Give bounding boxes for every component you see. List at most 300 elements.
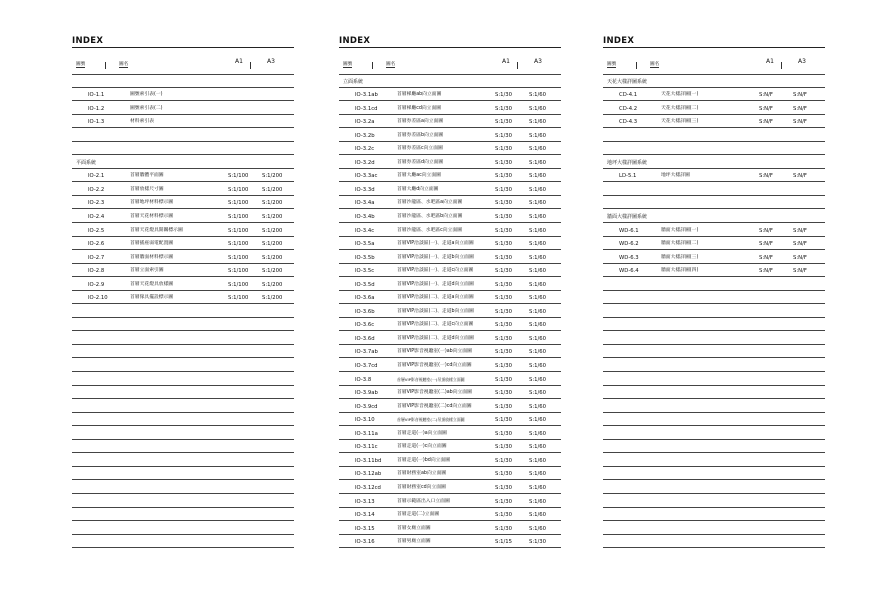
drawing-number: IO-3.9ab [355, 390, 378, 397]
drawing-number: IO-3.1cd [355, 105, 378, 112]
scale-a1: S:1/30 [495, 498, 513, 505]
scale-a3: S:1/60 [529, 159, 547, 166]
index-row [72, 209, 294, 223]
drawing-number: IO-3.15 [355, 525, 375, 532]
scale-a1: S:1/30 [495, 186, 513, 193]
drawing-name: 首層VIP洽談區(一)、走道d向立面圖 [397, 281, 474, 287]
index-row [72, 358, 294, 372]
drawing-name: 牆面大樣詳圖(一) [661, 227, 699, 233]
header-divider [781, 62, 782, 69]
scale-a1: S:N/F [759, 119, 773, 126]
drawing-number: CD-4.2 [619, 105, 638, 112]
scale-a1: S:1/30 [495, 268, 513, 275]
index-row [339, 521, 561, 535]
drawing-number: IO-2.7 [88, 254, 105, 261]
drawing-number: IO-3.4a [355, 200, 375, 207]
index-row [603, 331, 825, 345]
drawing-name: 首層沙龍區、水吧區c向立面圖 [397, 227, 462, 233]
index-row [339, 358, 561, 372]
index-row [603, 88, 825, 102]
drawing-name: 首層沙龍區、水吧區a向立面圖 [397, 200, 463, 206]
scale-a3: S:1/60 [529, 132, 547, 139]
index-row [339, 277, 561, 291]
scale-a3: S:1/60 [529, 525, 547, 532]
index-row [72, 264, 294, 278]
scale-a3: S:1/60 [529, 119, 547, 126]
scale-a3: S:1/60 [529, 295, 547, 302]
index-row [339, 101, 561, 115]
section-heading: 平面系統 [76, 159, 97, 166]
scale-a1: S:1/30 [495, 363, 513, 370]
drawing-number: IO-2.10 [88, 295, 108, 302]
index-row [339, 169, 561, 183]
drawing-number: IO-3.5c [355, 268, 375, 275]
index-row [603, 480, 825, 494]
index-row [339, 223, 561, 237]
scale-a3: S:1/60 [529, 390, 547, 397]
drawing-name: 首層VIP洽談區(二)、走道c向立面圖 [397, 322, 474, 328]
scale-a3: S:1/60 [529, 484, 547, 491]
index-row [72, 128, 294, 142]
scale-a1: S:1/100 [228, 268, 249, 275]
index-row [603, 413, 825, 427]
index-row [72, 426, 294, 440]
drawing-number: IO-2.5 [88, 227, 105, 234]
drawing-name: 首層示範區出入口立面圖 [397, 498, 450, 504]
index-row [72, 74, 294, 88]
drawing-name: 首層走道(二)立面圖 [397, 512, 440, 518]
section-heading: 立面系統 [343, 78, 364, 85]
drawing-number: IO-1.3 [88, 119, 105, 126]
scale-a1: S:1/30 [495, 254, 513, 261]
drawing-number: IO-3.2b [355, 132, 375, 139]
scale-a3: S:1/60 [529, 173, 547, 180]
index-row [603, 494, 825, 508]
drawing-name: 首層天花燈具開關標示圖 [130, 227, 183, 233]
drawing-name: 首層天花材料標示圖 [130, 214, 174, 220]
scale-a1: S:1/30 [495, 376, 513, 383]
index-row [603, 372, 825, 386]
scale-a1: S:1/100 [228, 214, 249, 221]
scale-a1: S:N/F [759, 241, 773, 248]
index-row [603, 440, 825, 454]
drawing-name: 牆面大樣詳圖(四) [661, 268, 699, 274]
scale-a3: S:N/F [793, 173, 807, 180]
index-row [72, 182, 294, 196]
scale-a1: S:1/30 [495, 512, 513, 519]
index-row [339, 426, 561, 440]
drawing-name: 首層VIP洽談區(二)、走道a向立面圖 [397, 295, 474, 301]
index-row [603, 535, 825, 549]
index-row [339, 196, 561, 210]
scale-a3: S:1/60 [529, 227, 547, 234]
scale-a3: S:N/F [793, 92, 807, 99]
drawing-number: IO-2.4 [88, 214, 105, 221]
scale-a3: S:1/60 [529, 376, 547, 383]
scale-a1: S:N/F [759, 105, 773, 112]
drawing-number: IO-3.5a [355, 241, 375, 248]
scale-a1: S:1/30 [495, 173, 513, 180]
index-row [603, 358, 825, 372]
scale-a1: S:1/30 [495, 105, 513, 112]
index-column-2 [339, 36, 561, 548]
index-row [72, 453, 294, 467]
drawing-name: 首層VIP洽談區(一)、走道a向立面圖 [397, 241, 474, 247]
index-row [603, 345, 825, 359]
index-row [339, 440, 561, 454]
index-row [603, 467, 825, 481]
scale-a1: S:1/30 [495, 322, 513, 329]
scale-a1: S:1/30 [495, 214, 513, 221]
drawing-number: IO-3.5b [355, 254, 375, 261]
scale-a3: S:1/200 [262, 295, 283, 302]
index-row [72, 88, 294, 102]
index-row [72, 223, 294, 237]
index-row [603, 304, 825, 318]
section-row [603, 209, 825, 223]
section-row [603, 155, 825, 169]
scale-a1: S:1/100 [228, 173, 249, 180]
scale-a1: S:1/30 [495, 525, 513, 532]
scale-a3: S:1/60 [529, 92, 547, 99]
index-row [339, 88, 561, 102]
scale-a3: S:1/60 [529, 268, 547, 275]
drawing-number: IO-3.14 [355, 512, 375, 519]
scale-a3: S:1/60 [529, 200, 547, 207]
drawing-name: 首層VIP影音視聽室(二)ab向立面圖 [397, 390, 472, 396]
index-row [72, 115, 294, 129]
drawing-name: 首層大廳d向立面圖 [397, 186, 439, 192]
index-row [72, 277, 294, 291]
drawing-name: 首層走道(一)bd向立面圖 [397, 457, 451, 463]
index-row [339, 399, 561, 413]
drawing-name: 首層放樣尺寸圖 [130, 186, 164, 192]
index-row [339, 291, 561, 305]
drawing-name: 材料索引表 [130, 119, 154, 125]
drawing-name: 圖號索引表(二) [130, 105, 163, 111]
drawing-number: IO-2.1 [88, 173, 105, 180]
header-divider [372, 62, 373, 69]
index-row [339, 209, 561, 223]
index-row [72, 318, 294, 332]
scale-a3: S:1/60 [529, 146, 547, 153]
index-row [603, 223, 825, 237]
index-row [72, 535, 294, 549]
drawing-number: IO-3.7ab [355, 349, 378, 356]
drawing-name: 首層VIP洽談區(一)、走道c向立面圖 [397, 268, 474, 274]
drawing-number: IO-2.8 [88, 268, 105, 275]
drawing-name: 首層券差區a向立面圖 [397, 119, 444, 125]
scale-a1: S:1/100 [228, 241, 249, 248]
index-row [603, 115, 825, 129]
index-row [339, 182, 561, 196]
index-row [339, 413, 561, 427]
drawing-name: 天花大樣詳圖(一) [661, 92, 699, 98]
scale-a1: S:1/30 [495, 241, 513, 248]
scale-a3: S:1/200 [262, 268, 283, 275]
scale-a1: S:1/30 [495, 227, 513, 234]
scale-a1: S:1/30 [495, 335, 513, 342]
index-row [603, 277, 825, 291]
scale-a3: S:1/60 [529, 444, 547, 451]
drawing-number: IO-2.6 [88, 241, 105, 248]
index-row [72, 291, 294, 305]
index-row [603, 101, 825, 115]
scale-a3: S:N/F [793, 119, 807, 126]
scale-a3: S:1/60 [529, 471, 547, 478]
drawing-name: 首層VIP影音視聽室(一)ab向立面圖 [397, 349, 472, 355]
scale-a1: S:1/30 [495, 390, 513, 397]
index-column-1 [72, 36, 294, 548]
scale-a3: S:1/30 [529, 539, 547, 546]
scale-a3: S:N/F [793, 241, 807, 248]
header-a1: A1 [766, 58, 774, 65]
scale-a3: S:1/200 [262, 200, 283, 207]
column-header [603, 48, 825, 74]
scale-a1: S:1/30 [495, 159, 513, 166]
index-row [72, 386, 294, 400]
index-row [72, 413, 294, 427]
header-drawing-name: 圖名 [386, 62, 396, 67]
scale-a3: S:1/60 [529, 214, 547, 221]
index-row [72, 508, 294, 522]
scale-a3: S:1/60 [529, 308, 547, 315]
drawing-number: IO-2.3 [88, 200, 105, 207]
drawing-name: 首層VIP影音視聽室(二)吊頂放樣立面圖 [397, 417, 465, 423]
drawing-name: 首層立面索引圖 [130, 268, 164, 274]
scale-a1: S:1/30 [495, 295, 513, 302]
section-heading: 天花大樣詳圖系統 [607, 78, 648, 85]
scale-a3: S:1/60 [529, 322, 547, 329]
index-row [603, 196, 825, 210]
scale-a1: S:1/30 [495, 444, 513, 451]
section-heading: 牆面大樣詳圖系統 [607, 214, 648, 221]
drawing-number: IO-3.6d [355, 335, 375, 342]
drawing-number: IO-3.13 [355, 498, 375, 505]
drawing-number: IO-3.9cd [355, 403, 378, 410]
index-row [603, 399, 825, 413]
index-row [339, 128, 561, 142]
drawing-name: 首層VIP洽談區(二)、走道d向立面圖 [397, 335, 474, 341]
scale-a3: S:N/F [793, 268, 807, 275]
scale-a3: S:1/60 [529, 430, 547, 437]
index-row [339, 480, 561, 494]
header-a3: A3 [267, 58, 275, 65]
drawing-number: IO-3.3d [355, 186, 375, 193]
scale-a3: S:N/F [793, 227, 807, 234]
drawing-name: 首層財務室cd向立面圖 [397, 484, 446, 490]
drawing-number: IO-3.3ac [355, 173, 378, 180]
drawing-number: IO-3.6a [355, 295, 375, 302]
index-row [603, 169, 825, 183]
drawing-name: 地坪大樣詳圖 [661, 173, 690, 179]
header-a3: A3 [798, 58, 806, 65]
scale-a3: S:1/200 [262, 186, 283, 193]
index-row [72, 142, 294, 156]
scale-a1: S:1/30 [495, 146, 513, 153]
drawing-number: IO-3.2d [355, 159, 375, 166]
index-row [603, 264, 825, 278]
index-row [603, 508, 825, 522]
scale-a1: S:1/100 [228, 295, 249, 302]
index-row [603, 250, 825, 264]
index-row [72, 440, 294, 454]
drawing-number: IO-3.12cd [355, 484, 381, 491]
header-drawing-no: 圖號 [76, 62, 86, 67]
scale-a3: S:1/60 [529, 512, 547, 519]
scale-a3: S:1/60 [529, 498, 547, 505]
scale-a1: S:1/30 [495, 349, 513, 356]
scale-a1: S:1/30 [495, 403, 513, 410]
scale-a3: S:1/60 [529, 363, 547, 370]
scale-a1: S:1/15 [495, 539, 513, 546]
index-row [603, 426, 825, 440]
drawing-number: IO-1.2 [88, 105, 105, 112]
drawing-number: IO-2.9 [88, 281, 105, 288]
header-drawing-name: 圖名 [119, 62, 129, 67]
drawing-name: 天花大樣詳圖(二) [661, 105, 699, 111]
header-divider [250, 62, 251, 69]
index-row [339, 372, 561, 386]
index-row [603, 453, 825, 467]
header-divider [105, 62, 106, 69]
drawing-number: IO-3.11bd [355, 457, 382, 464]
drawing-number: CD-4.3 [619, 119, 638, 126]
drawing-name: 首層VIP影音視聽室(一)cd向立面圖 [397, 363, 472, 369]
scale-a1: S:1/100 [228, 281, 249, 288]
drawing-number: IO-3.12ab [355, 471, 382, 478]
scale-a3: S:1/200 [262, 227, 283, 234]
index-row [72, 101, 294, 115]
drawing-number: WD-6.2 [619, 241, 639, 248]
index-row [603, 182, 825, 196]
index-row [72, 250, 294, 264]
drawing-name: 圖號索引表(一) [130, 92, 163, 98]
drawing-name: 首層券差區b向立面圖 [397, 132, 444, 138]
drawing-number: IO-3.11c [355, 444, 378, 451]
scale-a1: S:1/30 [495, 430, 513, 437]
scale-a1: S:1/30 [495, 417, 513, 424]
index-row [339, 237, 561, 251]
drawing-name: 首層大廳ac向立面圖 [397, 173, 441, 179]
drawing-number: IO-3.11a [355, 430, 378, 437]
scale-a1: S:1/30 [495, 471, 513, 478]
drawing-number: IO-2.2 [88, 186, 105, 193]
index-row [72, 399, 294, 413]
index-title: INDEX [72, 36, 104, 46]
drawing-name: 天花大樣詳圖(三) [661, 119, 699, 125]
scale-a3: S:1/200 [262, 254, 283, 261]
drawing-name: 首層插座弱電配置圖 [130, 241, 174, 247]
index-row [72, 467, 294, 481]
drawing-number: WD-6.4 [619, 268, 639, 275]
drawing-number: IO-3.2c [355, 146, 375, 153]
scale-a1: S:1/100 [228, 200, 249, 207]
index-row [339, 142, 561, 156]
index-row [339, 331, 561, 345]
index-row [603, 128, 825, 142]
drawing-name: 首層走道(一)c向立面圖 [397, 444, 447, 450]
index-row [339, 304, 561, 318]
drawing-number: IO-3.8 [355, 376, 372, 383]
index-row [72, 480, 294, 494]
index-row [339, 250, 561, 264]
drawing-name: 首層券差區d向立面圖 [397, 159, 444, 165]
drawing-number: CD-4.1 [619, 92, 638, 99]
scale-a3: S:1/200 [262, 241, 283, 248]
drawing-name: 首層牆體平面圖 [130, 173, 164, 179]
index-row [339, 155, 561, 169]
drawing-number: IO-3.6b [355, 308, 375, 315]
index-row [339, 264, 561, 278]
scale-a1: S:N/F [759, 92, 773, 99]
header-a1: A1 [502, 58, 510, 65]
drawing-number: IO-3.2a [355, 119, 375, 126]
scale-a1: S:1/30 [495, 308, 513, 315]
index-title: INDEX [339, 36, 371, 46]
header-a1: A1 [235, 58, 243, 65]
index-row [339, 508, 561, 522]
header-a3: A3 [534, 58, 542, 65]
index-row [72, 196, 294, 210]
index-title: INDEX [603, 36, 635, 46]
scale-a3: S:1/60 [529, 186, 547, 193]
section-row [339, 74, 561, 88]
column-header [72, 48, 294, 74]
scale-a1: S:N/F [759, 173, 773, 180]
index-row [603, 318, 825, 332]
index-row [339, 386, 561, 400]
drawing-number: IO-3.4b [355, 214, 375, 221]
index-row [72, 372, 294, 386]
drawing-name: 首層VIP洽談區(二)、走道b向立面圖 [397, 308, 474, 314]
scale-a1: S:N/F [759, 254, 773, 261]
drawing-name: 首層傢具擺設標示圖 [130, 295, 174, 301]
drawing-number: IO-3.10 [355, 417, 375, 424]
index-row [72, 521, 294, 535]
drawing-name: 牆面大樣詳圖(二) [661, 241, 699, 247]
drawing-name: 首層VIP影音視聽室(二)cd向立面圖 [397, 403, 472, 409]
drawing-name: 首層財務室ab向立面圖 [397, 471, 447, 477]
drawing-number: IO-3.6c [355, 322, 375, 329]
scale-a1: S:1/100 [228, 227, 249, 234]
scale-a3: S:1/60 [529, 417, 547, 424]
column-header [339, 48, 561, 74]
drawing-name: 首層天花燈具放樣圖 [130, 281, 174, 287]
scale-a3: S:1/60 [529, 335, 547, 342]
drawing-name: 首層沙龍區、水吧區b向立面圖 [397, 214, 463, 220]
index-row [339, 115, 561, 129]
drawing-name: 首層梯廳cd向立面圖 [397, 105, 442, 111]
scale-a1: S:1/30 [495, 281, 513, 288]
scale-a1: S:N/F [759, 227, 773, 234]
scale-a3: S:1/60 [529, 457, 547, 464]
scale-a3: S:N/F [793, 254, 807, 261]
index-row [603, 237, 825, 251]
index-row [339, 453, 561, 467]
index-row [72, 494, 294, 508]
drawing-name: 首層VIP影音視聽室(一)吊頂放樣立面圖 [397, 376, 465, 382]
scale-a1: S:N/F [759, 268, 773, 275]
drawing-number: IO-3.5d [355, 281, 375, 288]
index-row [339, 494, 561, 508]
drawing-number: IO-3.16 [355, 539, 375, 546]
scale-a1: S:1/30 [495, 92, 513, 99]
scale-a1: S:1/30 [495, 132, 513, 139]
index-column-3 [603, 36, 825, 548]
drawing-name: 首層地坪材料標示圖 [130, 200, 174, 206]
index-row [339, 467, 561, 481]
